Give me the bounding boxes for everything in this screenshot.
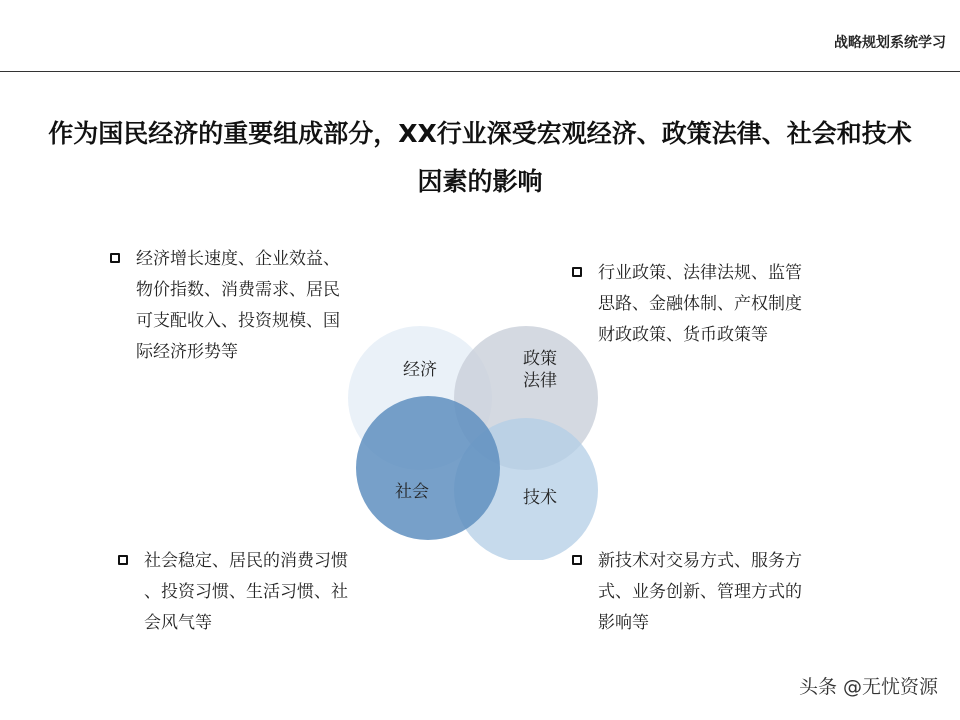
- checkbox-bullet-icon: [118, 555, 128, 565]
- checkbox-bullet-icon: [572, 267, 582, 277]
- policy-bullet-text: 行业政策、法律法规、监管 思路、金融体制、产权制度 财政政策、货币政策等: [598, 263, 802, 345]
- header-title: 战略规划系统学习: [834, 35, 946, 51]
- watermark: 头条 @无忧资源: [798, 676, 938, 698]
- society-bullet-text: 社会稳定、居民的消费习惯 、投资习惯、生活习惯、社 会风气等: [144, 551, 348, 633]
- checkbox-bullet-icon: [110, 253, 120, 263]
- policy-label: 政策 法律: [523, 349, 557, 391]
- technology-label: 技术: [523, 488, 557, 508]
- economy-label: 经济: [403, 360, 437, 380]
- society-circle: [356, 396, 500, 540]
- venn-diagram: [340, 310, 620, 560]
- society-label: 社会: [395, 482, 429, 502]
- slide-title-line-1: 作为国民经济的重要组成部分，XX行业深受宏观经济、政策法律、社会和技术: [48, 119, 912, 148]
- technology-bullet-text: 新技术对交易方式、服务方 式、业务创新、管理方式的 影响等: [598, 551, 802, 633]
- slide-title: [0, 110, 960, 206]
- slide-title-line-2: 因素的影响: [417, 167, 543, 196]
- venn-diagram-svg: [340, 310, 620, 560]
- header-divider: [0, 71, 960, 72]
- economy-bullet-text: 经济增长速度、企业效益、 物价指数、消费需求、居民 可支配收入、投资规模、国 际经济形势等: [136, 249, 340, 362]
